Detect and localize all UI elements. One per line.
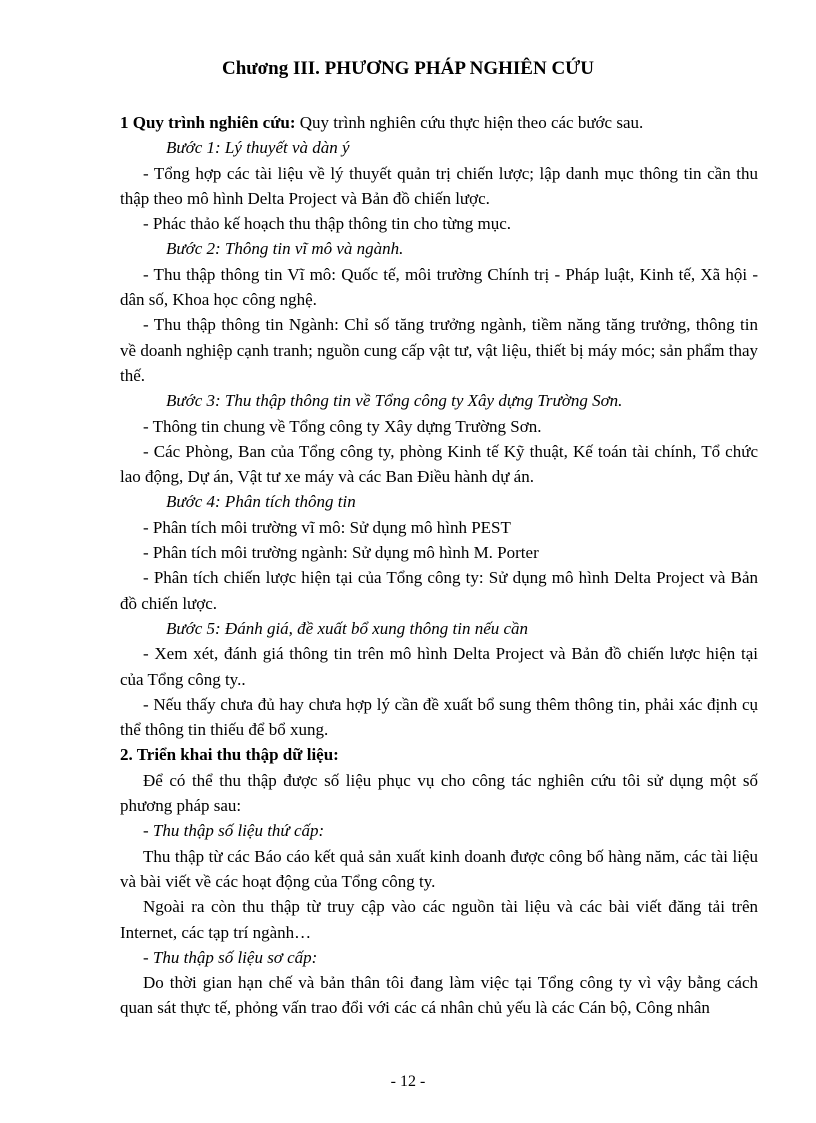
step4-item: - Phân tích môi trường vĩ mô: Sử dụng mô hình PEST <box>143 517 511 537</box>
step3-item: - Thông tin chung về Tổng công ty Xây dựng Trường Sơn. <box>143 416 542 436</box>
step2-item: - Thu thập thông tin Vĩ mô: Quốc tế, môi trường Chính trị - Pháp luật, Kinh tế, Xã hội - dân số, Khoa học công nghệ. <box>120 264 758 310</box>
step5-item: - Xem xét, đánh giá thông tin trên mô hình Delta Project và Bản đồ chiến lược hiện tại của Tổng công ty.. <box>120 644 758 689</box>
step5-title: Bước 5: Đánh giá, đề xuất bổ xung thông tin nếu cần <box>166 618 529 638</box>
secondary-data-title: - Thu thập số liệu thứ cấp: <box>143 821 325 841</box>
step1-item: - Tổng hợp các tài liệu về lý thuyết quản trị chiến lược; lập danh mục thông tin cần thu thập theo mô hình Delta Project và Bản đồ chiến lược. <box>120 163 758 208</box>
section1-intro: Quy trình nghiên cứu thực hiện theo các bước sau. <box>295 113 644 132</box>
page-number: - 12 - <box>390 1073 426 1090</box>
step4-item: - Phân tích môi trường ngành: Sử dụng mô hình M. Porter <box>143 543 539 563</box>
secondary-data-paragraph: Ngoài ra còn thu thập từ truy cập vào các nguồn tài liệu và các bài viết đăng tải trên Internet, các tạp trí ngành… <box>120 897 758 942</box>
primary-data-paragraph: Do thời gian hạn chế và bản thân tôi đang làm việc tại Tổng công ty vì vậy bằng cách quan sát thực tế, phỏng vấn trao đổi với các cá nhân chủ yếu là các Cán bộ, Công nhân <box>120 973 758 1018</box>
section1-paragraph <box>120 110 758 135</box>
step2-item: - Thu thập thông tin Ngành: Chỉ số tăng trưởng ngành, tiềm năng tăng trưởng, thông tin về doanh nghiệp cạnh tranh; nguồn cung cấp vật tư, vật liệu, thiết bị máy móc; sản phẩm thay thế. <box>120 315 758 385</box>
secondary-data-paragraph: Thu thập từ các Báo cáo kết quả sản xuất kinh doanh được công bố hàng năm, các tài liệu và bài viết về các hoạt động của Tổng công ty. <box>120 846 758 891</box>
step3-item: - Các Phòng, Ban của Tổng công ty, phòng Kinh tế Kỹ thuật, Kế toán tài chính, Tổ chức lao động, Dự án, Vật tư xe máy và các Ban Điều hành dự án. <box>120 441 758 487</box>
primary-data-title: - Thu thập số liệu sơ cấp: <box>143 947 318 967</box>
step4-item: - Phân tích chiến lược hiện tại của Tổng công ty: Sử dụng mô hình Delta Project và Bản đồ chiến lược. <box>120 568 758 613</box>
step1-title: Bước 1: Lý thuyết và dàn ý <box>166 138 350 158</box>
step3-title: Bước 3: Thu thập thông tin về Tổng công ty Xây dựng Trường Sơn. <box>166 391 623 411</box>
section2-intro: Để có thể thu thập được số liệu phục vụ cho công tác nghiên cứu tôi sử dụng một số phương pháp sau: <box>120 770 758 816</box>
section1-heading: 1 Quy trình nghiên cứu: <box>120 113 296 132</box>
step2-title: Bước 2: Thông tin vĩ mô và ngành. <box>166 239 404 259</box>
step4-title: Bước 4: Phân tích thông tin <box>166 492 356 512</box>
step1-item: - Phác thảo kế hoạch thu thập thông tin cho từng mục. <box>143 214 512 234</box>
document-body <box>120 110 758 1021</box>
chapter-title: Chương III. PHƯƠNG PHÁP NGHIÊN CỨU <box>221 58 595 79</box>
step5-item: - Nếu thấy chưa đủ hay chưa hợp lý cần đề xuất bổ sung thêm thông tin, phải xác định cụ thể thông tin thiếu để bổ xung. <box>120 694 758 740</box>
section2-heading: 2. Triển khai thu thập dữ liệu: <box>120 745 339 765</box>
